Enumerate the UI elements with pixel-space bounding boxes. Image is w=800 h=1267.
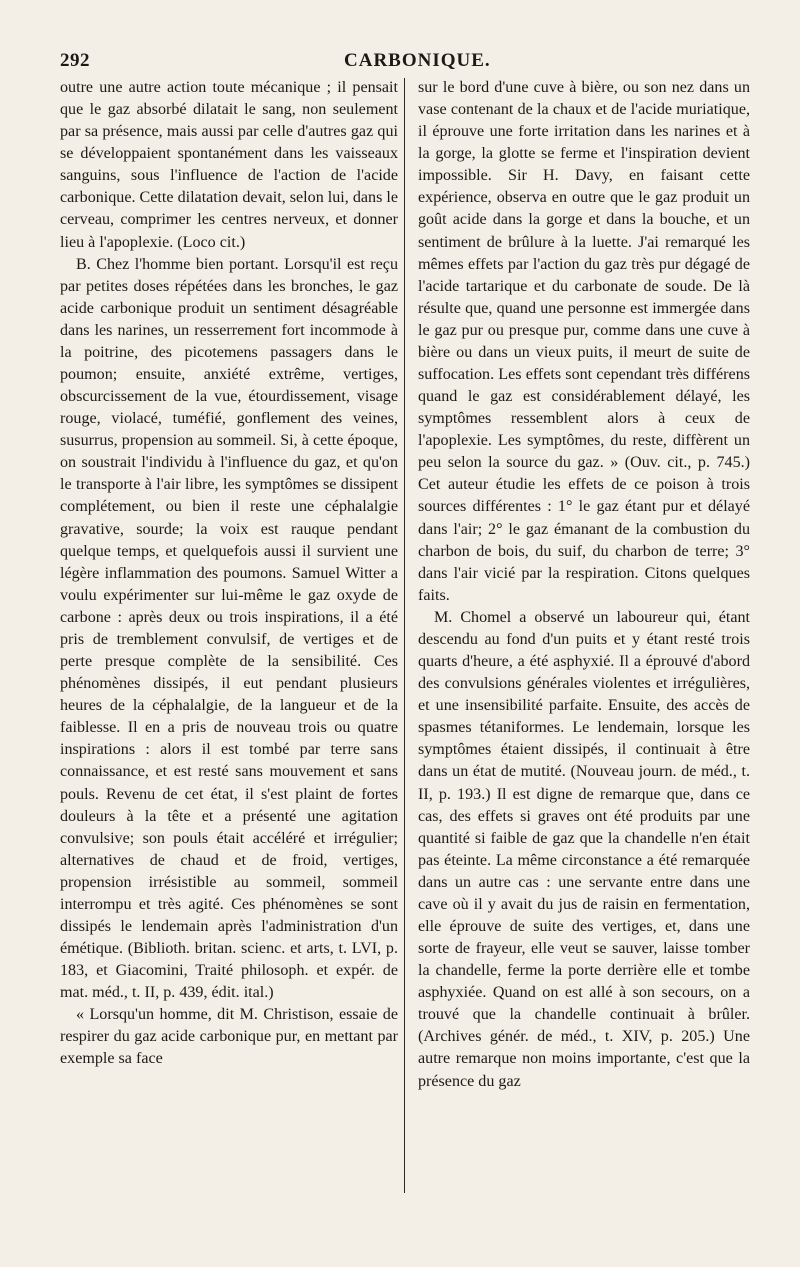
column-divider [404, 78, 405, 1193]
paragraph: « Lorsqu'un homme, dit M. Christison, essaie de respirer du gaz acide carbonique pur, en mettant par exemple sa face [60, 1006, 398, 1068]
page-header [60, 50, 760, 78]
running-title: CARBONIQUE. [344, 50, 491, 71]
page-number: 292 [60, 50, 90, 71]
paragraph: M. Chomel a observé un laboureur qui, étant descendu au fond d'un puits et y étant resté trois quarts d'heure, a été asphyxié. Il a éprouvé d'abord des convulsions générales violentes et irrégulières, et une insensibilité parfaite. Ensuite, des accès de spasmes tétaniformes. Le lendemain, lorsque les symptômes étaient dissipés, il continuait à être dans un état de mutité. (Nouveau journ. de méd., t. II, p. 193.) Il est digne de remarque que, dans ce cas, des effets si graves ont été produits par une quantité si faible de gaz que la chandelle n'en était pas éteinte. La même circonstance a été remarquée dans un autre cas : une servante entre dans une cave où il y avait du jus de raisin en fermentation, elle éprouve de suite des vertiges, et, dans une sorte de frayeur, elle veut se sauver, laisse tomber la chandelle, ferme la porte derrière elle et tombe asphyxiée. Quand on est allé à son secours, on a trouvé que la chandelle continuait à brûler. (Archives génér. de méd., t. XIV, p. 205.) Une autre remarque non moins importante, c'est que la présence du gaz [418, 608, 750, 1090]
right-column [418, 77, 750, 1192]
paragraph: sur le bord d'une cuve à bière, ou son nez dans un vase contenant de la chaux et de l'acide muriatique, il éprouve une forte irritation dans les narines et à la gorge, la glotte se ferme et l'inspiration devient impossible. Sir H. Davy, en faisant cette expérience, observa en outre que le gaz produit un goût acide dans la gorge et dans la bouche, et un sentiment de brûlure à la luette. J'ai remarqué les mêmes effets par l'action du gaz très pur dégagé de l'acide tartarique et du carbonate de soude. De là résulte que, quand une personne est immergée dans le gaz pur ou presque pur, comme dans une cuve à bière ou dans un vieux puits, il meurt de suite de suffocation. Les effets sont cependant très différens quand le gaz est considérablement délayé, les symptômes ressemblent alors à ceux de l'apoplexie. Les symptômes, du reste, diffèrent un peu selon la source du gaz. » (Ouv. cit., p. 745.) Cet auteur étudie les effets de ce poison à trois sources différentes : 1° le gaz étant pur et délayé dans l'air; 2° le gaz émanant de la combustion du charbon de bois, du suif, du charbon de terre; 3° dans l'air vicié par la respiration. Citons quelques faits. [418, 79, 750, 604]
left-column [60, 77, 398, 1192]
paragraph: outre une autre action toute mécanique ; il pensait que le gaz absorbé dilatait le sang, non seulement par sa présence, mais aussi par celle d'autres gaz qui se développaient spontanément dans les vaisseaux sanguins, sous l'influence de l'action de l'acide carbonique. Cette dilatation devait, selon lui, dans le cerveau, comprimer les centres nerveux, et donner lieu à l'apoplexie. (Loco cit.) [60, 79, 398, 251]
paragraph: B. Chez l'homme bien portant. Lorsqu'il est reçu par petites doses répétées dans les bronches, le gaz acide carbonique produit un sentiment désagréable dans les narines, un resserrement fort incommode à la poitrine, des picotemens passagers dans le poumon; ensuite, anxiété extrême, vertiges, obscurcissement de la vue, étourdissement, visage rouge, violacé, tuméfié, gonflement des veines, susurrus, propension au sommeil. Si, à cette époque, on soustrait l'individu à l'influence du gaz, et qu'on le transporte à l'air libre, les symptômes se dissipent complétement, ou bien il reste une céphalalgie gravative, sourde; la voix est rauque pendant quelque temps, et quelquefois aussi il survient une légère inflammation des poumons. Samuel Witter a voulu expérimenter sur lui-même le gaz oxyde de carbone : après deux ou trois inspirations, il a été pris de tremblement convulsif, de vertiges et de perte presque complète de la sensibilité. Ces phénomènes dissipés, il eut pendant plusieurs heures de la céphalalgie, de la langueur et de la faiblesse. Il en a pris de nouveau trois ou quatre inspirations : alors il est tombé par terre sans connaissance, et est resté sans mouvement et sans pouls. Revenu de cet état, il s'est plaint de fortes douleurs à la tête et a présenté une agitation convulsive; son pouls était accéléré et irrégulier; alternatives de chaud et de froid, vertiges, propension irrésistible au sommeil, sommeil interrompu et très agité. Ces phénomènes se sont dissipés le lendemain après l'administration d'un émétique. (Biblioth. britan. scienc. et arts, t. LVI, p. 183, et Giacomini, Traité philosoph. et expér. de mat. méd., t. II, p. 439, édit. ital.) [60, 255, 398, 1002]
